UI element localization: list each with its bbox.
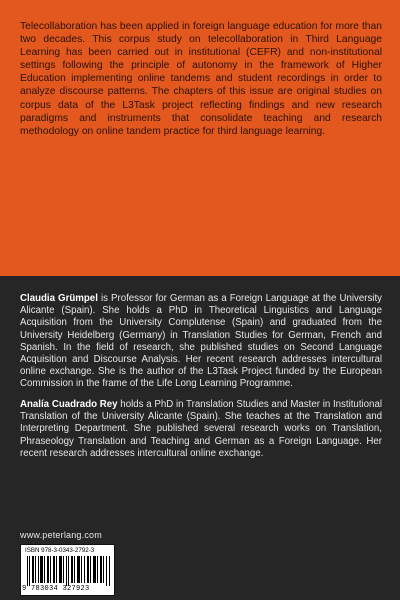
author-bio-text-2: holds a PhD in Translation Studies and Master in Institutional Translation of the University Alicante (Spain). She teaches at the Translation and Interpreting Department. She published several research works on Translation, Phraseology Translation and Teaching and German as a Foreign Language. Her recent research addresses intercultural online exchange. xyxy=(20,399,382,459)
publisher-url[interactable]: www.peterlang.com xyxy=(20,530,102,540)
author-bio-2 xyxy=(20,399,382,460)
book-blurb: Telecollaboration has been applied in foreign language education for more than two decades. This corpus study on telecollaboration in Third Language Learning has been carried out in institutional (CEFR) and non-institutional settings following the principle of autonomy in the framework of Higher Education implementing online tandems and student recordings in order to analyze discourse patterns. The chapters of this issue are original studies on corpus data of the L3Task project reflecting findings and new research paradigms and instruments that consolidate teaching and research methodology on online tandem practice for third language learning. xyxy=(20,21,382,137)
author-name-1: Claudia Grümpel xyxy=(20,293,98,304)
barcode-digits: 9 783034 327923 xyxy=(22,585,90,593)
author-bio-text-1: is Professor for German as a Foreign Language at the University Alicante (Spain). She holds a PhD in Theoretical Linguistics and Language Acquisition from the University Complutense (Spain) and graduated from the University Heidelberg (Germany) in Translation Studies for German, French and Spanish. In the field of research, she published studies on Second Language Acquisition and Discourse Analysis. Her recent research addresses intercultural online exchange. She is the author of the L3Task Project funded by the European Commission in the frame of the Life Long Learning Programme. xyxy=(20,293,382,390)
orange-panel xyxy=(0,0,400,276)
isbn-label: ISBN 978-3-0343-2792-3 xyxy=(25,547,95,554)
author-name-2: Analía Cuadrado Rey xyxy=(20,399,118,410)
barcode-icon xyxy=(27,556,111,586)
isbn-barcode xyxy=(20,544,115,596)
author-bio-1 xyxy=(20,293,382,391)
dark-panel xyxy=(0,276,400,600)
